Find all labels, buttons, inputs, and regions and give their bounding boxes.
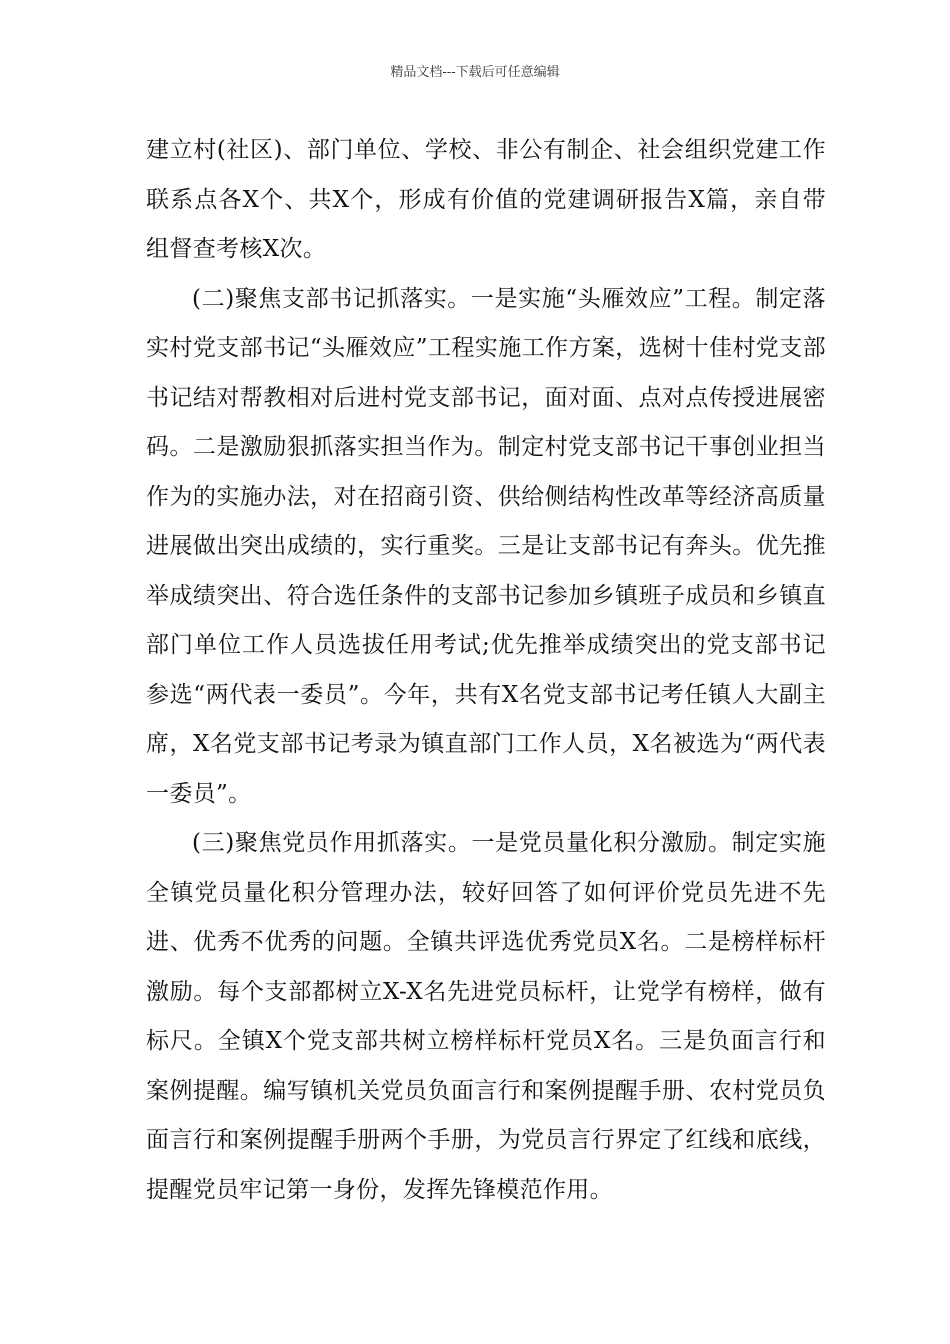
paragraph-section-three: (三)聚焦党员作用抓落实。一是党员量化积分激励。制定实施全镇党员量化积分管理办法，较好回答了如何评价党员先进不先进、优秀不优秀的问题。全镇共评选优秀党员X名。二是榜样标杆激励。每个支部都树立X-X名先进党员标杆，让党学有榜样，做有标尺。全镇X个党支部共树立榜样标杆党员X名。三是负面言行和案例提醒。编写镇机关党员负面言行和案例提醒手册、农村党员负面言行和案例提醒手册两个手册，为党员言行界定了红线和底线，提醒党员牢记第一身份，发挥先锋模范作用。 <box>146 830 826 1203</box>
page-header: 精品文档---下载后可任意编辑 <box>390 65 560 80</box>
paragraph-section-two: (二)聚焦支部书记抓落实。一是实施“头雁效应”工程。制定落实村党支部书记“头雁效应”工程实施工作方案，选树十佳村党支部书记结对帮教相对后进村党支部书记，面对面、点对点传授进展密码。二是激励狠抓落实担当作为。制定村党支部书记干事创业担当作为的实施办法，对在招商引资、供给侧结构性改革等经济高质量进展做出突出成绩的，实行重奖。三是让支部书记有奔头。优先推举成绩突出、符合选任条件的支部书记参加乡镇班子成员和乡镇直部门单位工作人员选拔任用考试;优先推举成绩突出的党支部书记参选“两代表一委员”。今年，共有X名党支部书记考任镇人大副主席，X名党支部书记考录为镇直部门工作人员，X名被选为“两代表一委员”。 <box>146 285 826 807</box>
document-body <box>146 126 826 1215</box>
paragraph-continuation: 建立村(社区)、部门单位、学校、非公有制企、社会组织党建工作联系点各X个、共X个，形成有价值的党建调研报告X篇，亲自带组督查考核X次。 <box>146 137 826 262</box>
